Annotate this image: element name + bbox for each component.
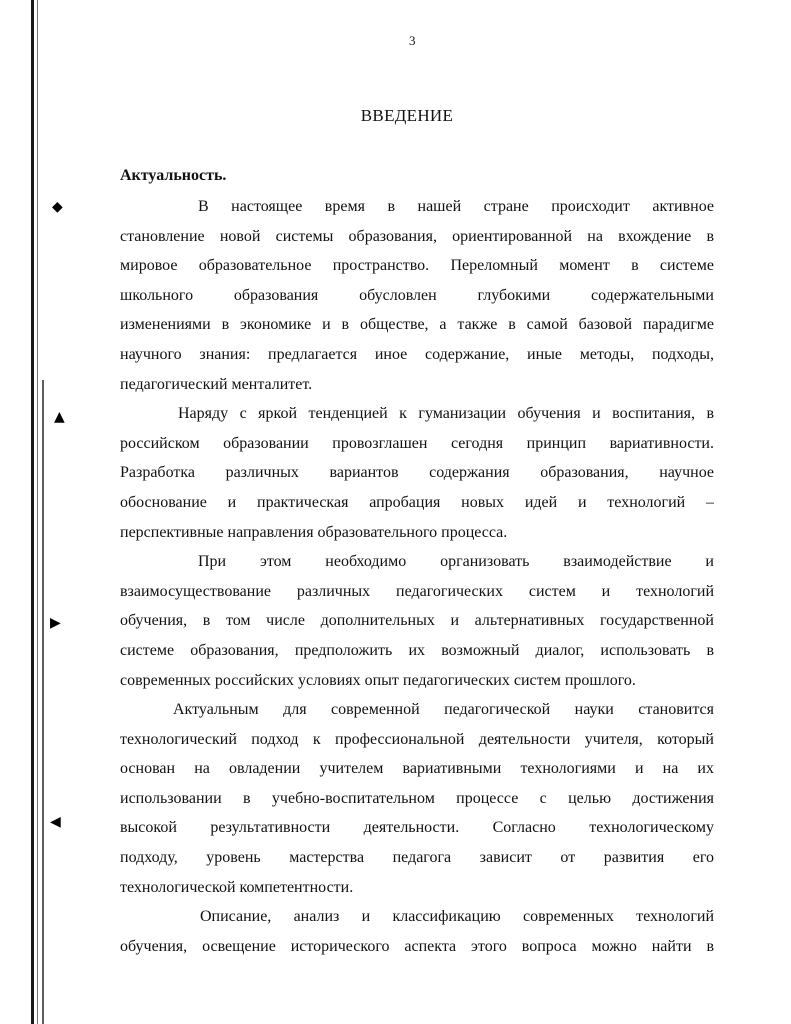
text-line: технологический подход к профессиональной деятельности учителя, который <box>120 730 714 748</box>
page-number: 3 <box>409 33 416 48</box>
text-line: взаимосуществование различных педагогических систем и технологий <box>120 582 714 600</box>
text-line: изменениями в экономике и в обществе, а также в самой базовой парадигме <box>120 316 714 334</box>
binding-mark-icon: ◀ <box>50 814 61 830</box>
text-line: Наряду с яркой тенденцией к гуманизации обучения и воспитания, в <box>178 405 714 423</box>
text-line: При этом необходимо организовать взаимодействие и <box>198 553 714 571</box>
section-heading: Актуальность. <box>120 167 227 184</box>
paragraph <box>120 547 714 695</box>
text-line: Описание, анализ и классификацию современных технологий <box>200 908 714 926</box>
text-line: Актуальным для современной педагогической науки становится <box>173 701 714 719</box>
binding-mark-icon: ▲ <box>54 409 65 425</box>
body-text <box>120 192 714 961</box>
text-line: мировое образовательное пространство. Переломный момент в системе <box>120 257 714 275</box>
text-line: системе образования, предположить их возможный диалог, использовать в <box>120 641 714 659</box>
text-line: технологической компетентности. <box>120 878 354 896</box>
paragraph <box>120 192 714 399</box>
text-line: педагогический менталитет. <box>120 375 313 393</box>
text-line: обоснование и практическая апробация новых идей и технологий – <box>120 493 714 511</box>
binding-mark-icon: ▶ <box>50 615 61 631</box>
binding-line <box>31 0 34 1024</box>
text-line: современных российских условиях опыт педагогических систем прошлого. <box>120 671 636 689</box>
text-line: обучения, освещение исторического аспекта этого вопроса можно найти в <box>120 937 714 955</box>
text-line: российском образовании провозглашен сегодня принцип вариативности. <box>120 434 714 452</box>
scan-binding-edge <box>0 0 65 1024</box>
text-line: подходу, уровень мастерства педагога зависит от развития его <box>120 849 714 867</box>
binding-line <box>37 0 38 1024</box>
text-line: основан на овладении учителем вариативными технологиями и на их <box>120 760 714 778</box>
text-line: высокой результативности деятельности. Согласно технологическому <box>120 819 714 837</box>
text-line: школьного образования обусловлен глубокими содержательными <box>120 286 714 304</box>
binding-mark-icon: ◆ <box>52 199 63 215</box>
binding-line <box>42 380 44 1024</box>
page-title: ВВЕДЕНИЕ <box>360 106 454 125</box>
text-line: перспективные направления образовательного процесса. <box>120 523 508 541</box>
text-line: становление новой системы образования, ориентированной на вхождение в <box>120 227 714 245</box>
text-line: В настоящее время в нашей стране происходит активное <box>198 198 714 215</box>
text-line: использовании в учебно-воспитательном процессе с целью достижения <box>120 789 714 807</box>
paragraph <box>120 399 714 547</box>
text-line: Разработка различных вариантов содержания образования, научное <box>120 464 714 482</box>
paragraph <box>120 902 714 961</box>
paragraph <box>120 695 714 902</box>
text-line: обучения, в том числе дополнительных и альтернативных государственной <box>120 612 714 630</box>
text-line: научного знания: предлагается иное содержание, иные методы, подходы, <box>120 345 714 363</box>
